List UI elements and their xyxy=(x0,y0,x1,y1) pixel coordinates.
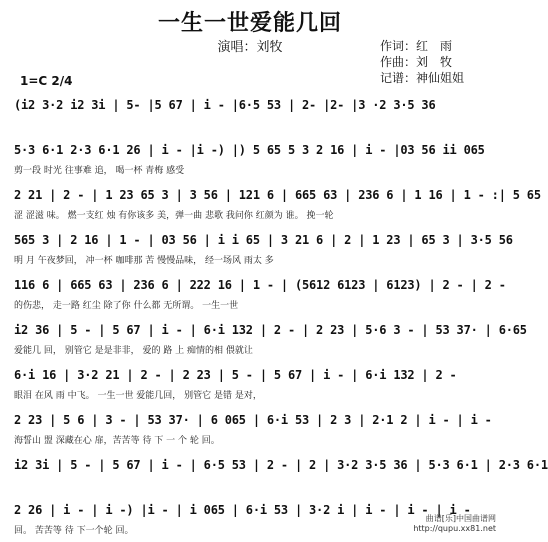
lyrics-line: 明 月 午夜梦回， 冲一杯 咖啡那 苦 慢慢品味， 经一场风 雨太 多 xyxy=(14,256,274,266)
watermark xyxy=(413,514,496,534)
score-row xyxy=(0,137,500,182)
notation-line: 2 26 | i - | i -) |i - | i 065 | 6·i 53 | 3·2 i | i - | i - | i - xyxy=(14,503,471,517)
score-row xyxy=(0,182,541,227)
score-row xyxy=(0,452,548,497)
notation-line: 2 21 | 2 - | 1 23 65 3 | 3 56 | 121 6 | 665 63 | 236 6 | 1 16 | 1 - :| 5 65 xyxy=(14,188,541,202)
key-signature: 1=C 2/4 xyxy=(20,74,73,88)
score-row xyxy=(0,317,527,362)
watermark-site-name: 曲谱[乐]中国曲谱网 xyxy=(425,514,496,523)
transcriber-credit: 记谱：神仙姐姐 xyxy=(380,71,465,85)
score-row xyxy=(0,92,500,137)
lyrics-line xyxy=(14,118,488,133)
notation-line: 116 6 | 665 63 | 236 6 | 222 16 | 1 - | (5612 6123 | 6123) | 2 - | 2 - xyxy=(14,278,506,292)
composer-credit: 作曲：刘 牧 xyxy=(380,55,453,69)
lyrics-line: 回。 苦苦等 待 下一个轮 回。 xyxy=(14,526,134,536)
lyrics-line: 的伤悲， 走一路 红尘 除了你 什么都 无所谓。 一生一世 xyxy=(14,301,239,311)
score-row xyxy=(0,272,506,317)
watermark-url: http://qupu.xx81.net xyxy=(413,524,496,533)
lyrics-line: 眼泪 在风 雨 中飞。 一生一世 爱能几回， 别管它 是错 是对， xyxy=(14,391,262,401)
lyricist-credit: 作词：红 雨 xyxy=(380,39,453,53)
score-row xyxy=(0,407,500,452)
lyrics-line: 爱能几 回， 别管它 是是非非， 爱的 路 上 痴情的相 偎就让 xyxy=(14,346,253,356)
notation-line: 5·3 6·1 2·3 6·1 26 | i - |i -) |) 5 65 5 3 2 16 | i - |03 56 ii 065 xyxy=(14,143,485,157)
notation-line: 565 3 | 2 16 | 1 - | 03 56 | i i 65 | 3 21 6 | 2 | 1 23 | 65 3 | 3·5 56 xyxy=(14,233,513,247)
score-row xyxy=(0,227,513,272)
credits-block xyxy=(380,38,498,86)
lyrics-line: 剪一段 时光 往事难 追， 喝一杯 青梅 感受 xyxy=(14,166,185,176)
score-row xyxy=(0,362,500,407)
notation-line: i2 36 | 5 - | 5 67 | i - | 6·i 132 | 2 - | 2 23 | 5·6 3 - | 53 37· | 6·65 xyxy=(14,323,527,337)
song-title: 一生一世爱能几回 xyxy=(157,11,342,36)
lyrics-line xyxy=(14,478,488,493)
lyrics-line: 海誓山 盟 深藏在心 扉，苦苦等 待 下 一 个 轮 回。 xyxy=(14,436,220,446)
notation-line: 2 23 | 5 6 | 3 - | 53 37· | 6 065 | 6·i 53 | 2 3 | 2·1 2 | i - | i - xyxy=(14,413,492,427)
notation-line: 6·i 16 | 3·2 21 | 2 - | 2 23 | 5 - | 5 67 | i - | 6·i 132 | 2 - xyxy=(14,368,457,382)
lyrics-line: 涩 涩滋 味。 燃一支红 烛 有你该多 美，弹一曲 悲歌 我问你 红颜为 谁。 挽一轮 xyxy=(14,211,334,221)
singer-credit: 演唱：刘牧 xyxy=(217,40,283,55)
score xyxy=(0,92,548,542)
notation-line: (i2 3·2 i2 3i | 5- |5 67 | i - |6·5 53 | 2- |2- |3 ·2 3·5 36 xyxy=(14,98,436,112)
notation-line: i2 3i | 5 - | 5 67 | i - | 6·5 53 | 2 - | 2 | 3·2 3·5 36 | 5·3 6·1 | 2·3 6·1 xyxy=(14,458,548,472)
